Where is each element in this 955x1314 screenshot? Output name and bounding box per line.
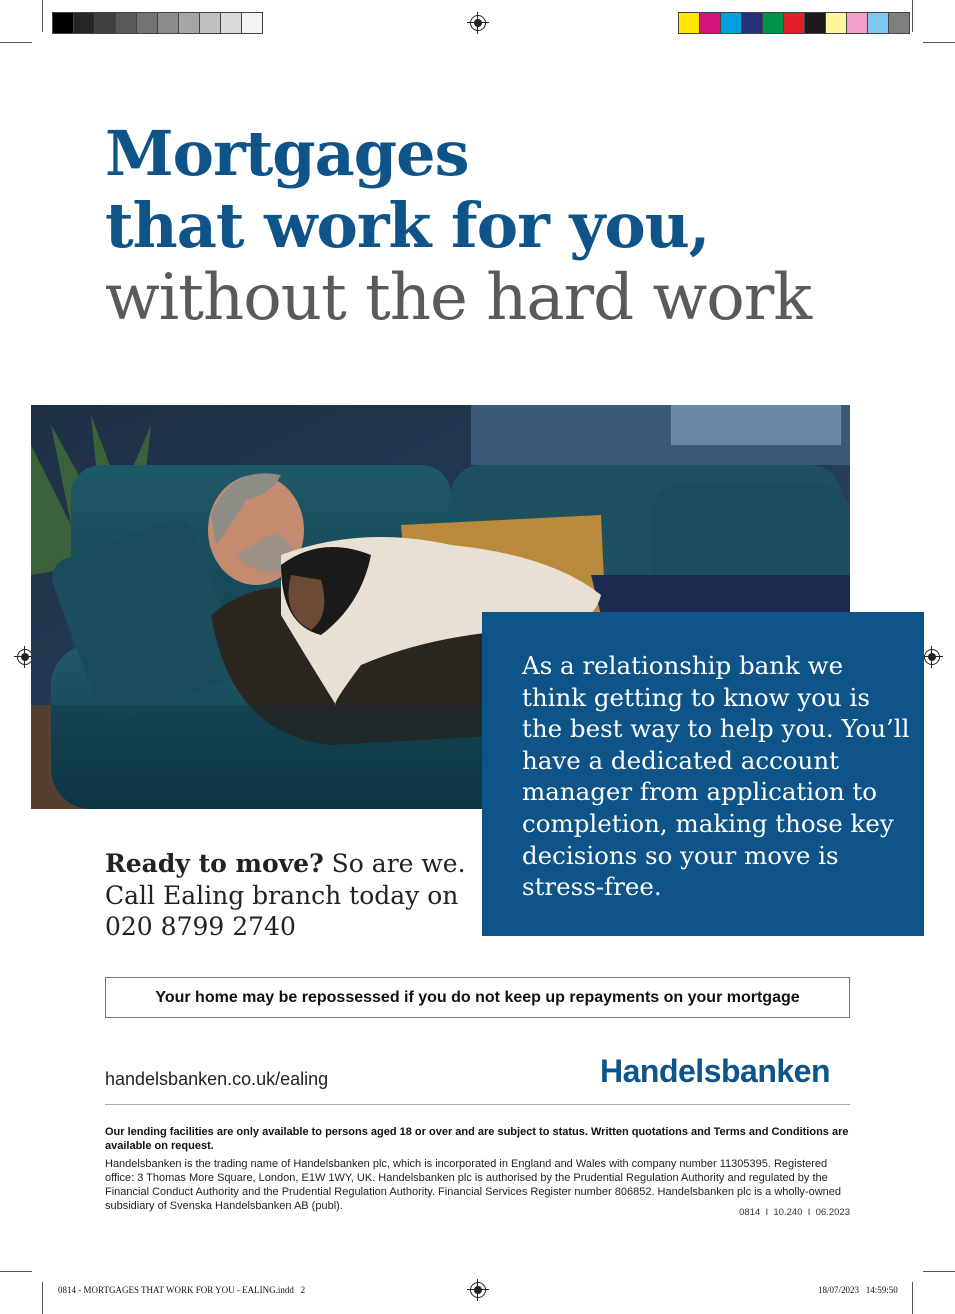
- cta-heading: Ready to move?: [105, 849, 324, 878]
- colour-swatch: [679, 13, 700, 33]
- colour-swatch: [200, 13, 221, 33]
- colour-swatch: [847, 13, 868, 33]
- colour-swatch: [721, 13, 742, 33]
- colour-swatch: [242, 13, 262, 33]
- colour-swatch: [826, 13, 847, 33]
- cta-line-2: Call Ealing branch today on: [105, 880, 459, 910]
- crop-mark: [0, 42, 32, 43]
- legal-text: Handelsbanken is the trading name of Handelsbanken plc, which is incorporated in England and Wales with company number 11305395. Registered office: 3 Thomas More Square, London, E1W 1WY, UK. Handelsbanken plc is authorised by the Prudential Regulation Authority and regulated by the Financial Conduct Authority and the Prudential Regulation Authority. Financial Services Register number 806852. Handelsbanken plc is a wholly-owned subsidiary of Svenska Handelsbanken AB (publ).: [105, 1158, 841, 1212]
- headline-line-1: Mortgages: [105, 117, 469, 190]
- registration-mark-icon: [924, 649, 940, 665]
- colour-swatch: [137, 13, 158, 33]
- slug-timestamp: 18/07/2023 14:59:50: [818, 1285, 898, 1295]
- info-panel: [482, 612, 924, 936]
- document-code: 0814 I 10.240 I 06.2023: [739, 1207, 850, 1218]
- crop-mark: [923, 1271, 955, 1272]
- colour-swatch: [868, 13, 889, 33]
- headline: [105, 118, 709, 262]
- crop-mark: [923, 42, 955, 43]
- colour-swatch: [158, 13, 179, 33]
- colour-swatch: [221, 13, 242, 33]
- website-url: handelsbanken.co.uk/ealing: [105, 1069, 329, 1089]
- registration-mark-icon: [470, 15, 486, 31]
- divider: [105, 1104, 850, 1105]
- info-panel-text: As a relationship bank we think getting to know you is the best way to help you. You’ll have a dedicated account manager from application to completion, making those key decisions so your move is stress-free.: [522, 651, 910, 902]
- colour-swatch: [700, 13, 721, 33]
- slug-filename: 0814 - MORTGAGES THAT WORK FOR YOU - EALING.indd 2: [58, 1285, 306, 1295]
- grey-colour-bar: [52, 12, 263, 34]
- crop-mark: [912, 1282, 913, 1314]
- colour-swatch: [889, 13, 909, 33]
- colour-swatch: [742, 13, 763, 33]
- phone-number: 020 8799 2740: [105, 912, 296, 941]
- colour-swatch: [53, 13, 74, 33]
- crop-mark: [42, 0, 43, 32]
- subheadline: without the hard work: [105, 261, 812, 335]
- process-colour-bar: [678, 12, 910, 34]
- colour-swatch: [116, 13, 137, 33]
- colour-swatch: [179, 13, 200, 33]
- call-to-action: [105, 848, 466, 943]
- crop-mark: [912, 0, 913, 32]
- colour-swatch: [74, 13, 95, 33]
- colour-swatch: [95, 13, 116, 33]
- colour-swatch: [805, 13, 826, 33]
- legal-text-bold: Our lending facilities are only available to persons aged 18 or over and are subject to status. Written quotations and Terms and Conditions are available on request.: [105, 1126, 849, 1152]
- crop-mark: [42, 1282, 43, 1314]
- registration-mark-icon: [470, 1282, 486, 1298]
- repossession-warning-box: Your home may be repossessed if you do not keep up repayments on your mortgage: [105, 977, 850, 1018]
- headline-line-2: that work for you,: [105, 189, 710, 262]
- handelsbanken-logo: Handelsbanken: [600, 1053, 831, 1089]
- colour-swatch: [763, 13, 784, 33]
- crop-mark: [0, 1271, 32, 1272]
- colour-swatch: [784, 13, 805, 33]
- cta-heading-rest: So are we.: [323, 849, 466, 878]
